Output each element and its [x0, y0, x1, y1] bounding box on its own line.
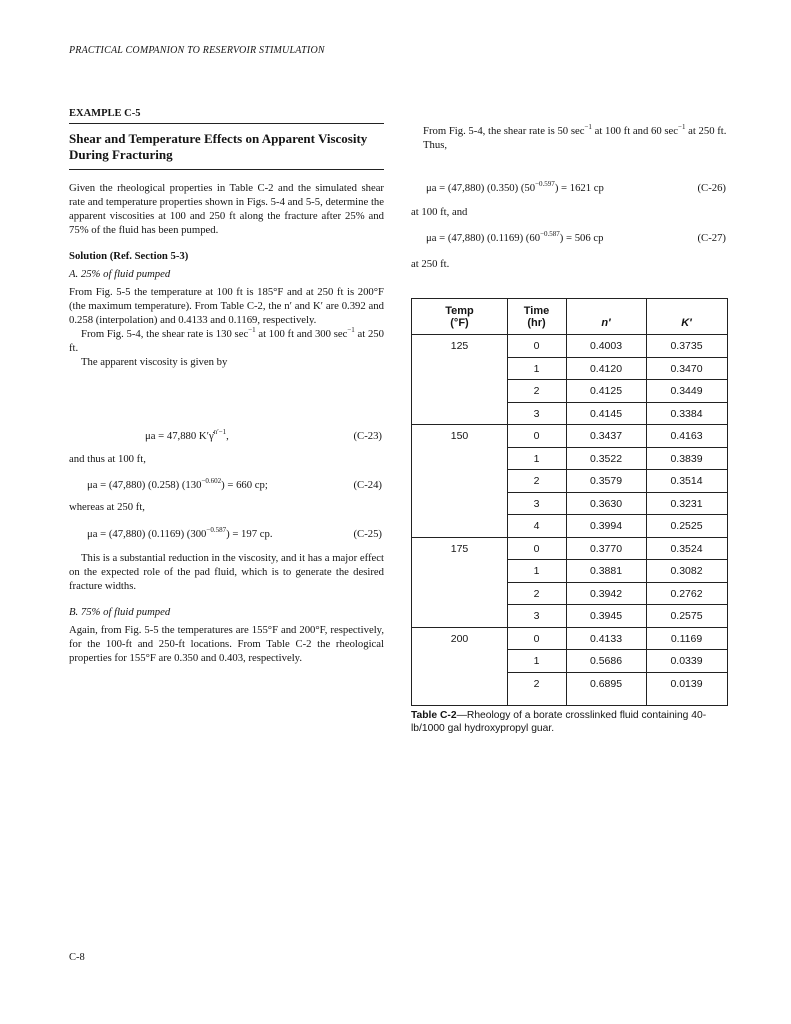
row-rule	[507, 649, 727, 650]
row-rule	[507, 559, 727, 560]
at-100-text: at 100 ft, and	[411, 206, 468, 218]
temp-cell: 125	[450, 340, 469, 352]
k-cell: 0.3082	[670, 565, 703, 577]
time-cell: 2	[533, 587, 540, 600]
k-cell: 0.0339	[670, 655, 703, 667]
example-label: EXAMPLE C-5	[69, 108, 141, 119]
part-a-heading: A. 25% of fluid pumped	[69, 268, 171, 280]
n-cell: 0.4120	[589, 362, 623, 375]
temp-cell: 200	[450, 632, 469, 645]
part-a-paragraph-4: This is a substantial reduction in the viscosity, and it has a major effect on the expected role of the pad fluid, which is to generate the desired fracture widths.	[69, 552, 384, 592]
at-250-text: at 250 ft.	[411, 258, 450, 270]
time-cell: 0	[533, 542, 540, 555]
k-cell: 0.3735	[670, 340, 703, 352]
k-cell: 0.2762	[670, 587, 703, 600]
row-rule	[412, 537, 727, 538]
n-cell: 0.4125	[589, 385, 623, 397]
time-cell: 3	[533, 610, 540, 622]
equation-c25: μa = (47,880) (0.1169) $(300^{-0.587}) = 197$ cp. (C-25)	[87, 526, 382, 540]
header-k: K′	[681, 317, 692, 329]
temp-cell: 150	[450, 430, 469, 442]
row-rule	[507, 492, 727, 493]
intro-paragraph: Given the rheological properties in Table C-2 and the simulated shear rate and temperature properties shown in Figs. 5-4 and 5-5, determine the apparent viscosities at 100 and 250 ft along the fracture after 25% and 75% of the fluid has been pumped.	[69, 182, 384, 236]
n-cell: 0.3770	[589, 542, 623, 555]
k-cell: 0.3839	[670, 452, 703, 465]
n-cell: 0.4003	[589, 340, 623, 352]
equation-c27: μa = (47,880) (0.1169) $(60^{-0.587}) = 506$ cp (C-27)	[426, 230, 726, 244]
equation-number: (C-26)	[697, 182, 726, 194]
equation-number: (C-24)	[353, 479, 382, 491]
time-cell: 0	[533, 430, 540, 442]
equation-c23: μa = 47,880 K′γ̇$^{n'-1}$, (C-23)	[145, 428, 382, 442]
header-time: Time (hr)	[523, 305, 550, 329]
time-cell: 3	[533, 407, 540, 420]
title-rule-bottom	[69, 169, 384, 170]
k-cell: 0.1169	[670, 632, 703, 645]
equation-c24: μa = (47,880) (0.258) $(130^{-0.602}) = 660$ cp; (C-24)	[87, 477, 382, 491]
time-cell: 3	[533, 497, 540, 510]
thus-text: Thus,	[423, 139, 448, 151]
k-cell: 0.3470	[670, 362, 703, 375]
n-cell: 0.4145	[589, 407, 623, 420]
time-cell: 2	[533, 385, 540, 397]
left-column-top	[69, 181, 384, 369]
example-title: Shear and Temperature Effects on Apparent Viscosity During Fracturing	[69, 131, 368, 162]
header-n: n′	[601, 317, 611, 329]
time-cell: 1	[533, 452, 540, 465]
solution-heading: Solution (Ref. Section 5-3)	[69, 250, 189, 262]
header-rule	[412, 334, 727, 335]
n-cell: 0.3437	[589, 430, 623, 442]
k-cell: 0.3449	[670, 385, 703, 397]
right-column-top	[411, 124, 727, 152]
k-cell: 0.2525	[670, 520, 703, 532]
k-cell: 0.3384	[670, 407, 703, 420]
n-cell: 0.3942	[589, 587, 623, 600]
part-a-paragraph-1: From Fig. 5-5 the temperature at 100 ft is 185°F and at 250 ft is 200°F (the maximum temperature). From Table C-2, the n′ and K′ are 0.392 and 0.258 (interpolation) and 0.4133 and 0.1169, respectively.	[69, 286, 384, 326]
k-cell: 0.3524	[670, 542, 703, 555]
row-rule	[412, 627, 727, 628]
n-cell: 0.3630	[589, 497, 623, 510]
left-column-bottom	[69, 551, 384, 665]
whereas-text: whereas at 250 ft,	[69, 501, 145, 513]
row-rule	[507, 357, 727, 358]
rheology-table	[411, 298, 728, 706]
k-cell: 0.3514	[670, 475, 703, 487]
row-rule	[507, 447, 727, 448]
n-cell: 0.5686	[589, 655, 623, 667]
row-rule	[507, 672, 727, 673]
time-cell: 2	[533, 677, 540, 690]
page-number: C-8	[69, 952, 85, 963]
time-cell: 4	[533, 520, 540, 532]
n-cell: 0.3522	[589, 452, 623, 465]
and-thus-text: and thus at 100 ft,	[69, 453, 146, 465]
n-cell: 0.4133	[589, 632, 623, 645]
part-a-paragraph-2: From Fig. 5-4, the shear rate is 130 $\sec^{-1}$ at 100 ft and 300 $\sec^{-1}$ at 250 ft.	[69, 326, 384, 354]
k-cell: 0.3231	[670, 497, 703, 510]
n-cell: 0.3579	[589, 475, 623, 487]
temp-cell: 175	[450, 542, 469, 555]
time-cell: 1	[533, 655, 540, 667]
row-rule	[507, 604, 727, 605]
right-paragraph-1: From Fig. 5-4, the shear rate is 50 $\sec^{-1}$ at 100 ft and 60 $\sec^{-1}$ at 250 ft.	[423, 123, 727, 137]
equation-number: (C-25)	[353, 528, 382, 540]
n-cell: 0.3881	[589, 565, 623, 577]
equation-c26: μa = (47,880) (0.350) $(50^{-0.597}) = 1621$ cp (C-26)	[426, 180, 726, 194]
equation-number: (C-23)	[353, 430, 382, 442]
header-temp: Temp (°F)	[445, 305, 474, 329]
time-cell: 0	[533, 632, 540, 645]
table-caption: Table C-2—Rheology of a borate crosslinked fluid containing 40-lb/1000 gal hydroxypropyl guar.	[411, 710, 707, 734]
time-cell: 2	[533, 475, 540, 487]
k-cell: 0.2575	[670, 610, 703, 622]
part-a-paragraph-3: The apparent viscosity is given by	[81, 356, 228, 368]
part-b-paragraph-1: Again, from Fig. 5-5 the temperatures are 155°F and 200°F, respectively, for the 100-ft and 250-ft locations. From Table C-2 the rheological properties for 155°F are 0.350 and 0.403, respectively.	[69, 624, 384, 664]
row-rule	[412, 424, 727, 425]
n-cell: 0.3945	[589, 610, 623, 622]
k-cell: 0.4163	[670, 430, 703, 442]
row-rule	[507, 582, 727, 583]
running-header: PRACTICAL COMPANION TO RESERVOIR STIMULATION	[69, 45, 325, 56]
part-b-heading: B. 75% of fluid pumped	[69, 606, 171, 618]
time-cell: 0	[533, 340, 540, 352]
n-cell: 0.6895	[589, 677, 623, 690]
equation-number: (C-27)	[697, 232, 726, 244]
time-cell: 1	[533, 565, 540, 577]
n-cell: 0.3994	[589, 520, 623, 532]
k-cell: 0.0139	[670, 677, 703, 690]
title-rule-top	[69, 123, 384, 124]
row-rule	[507, 469, 727, 470]
row-rule	[507, 379, 727, 380]
time-cell: 1	[533, 362, 540, 375]
row-rule	[507, 514, 727, 515]
row-rule	[507, 402, 727, 403]
